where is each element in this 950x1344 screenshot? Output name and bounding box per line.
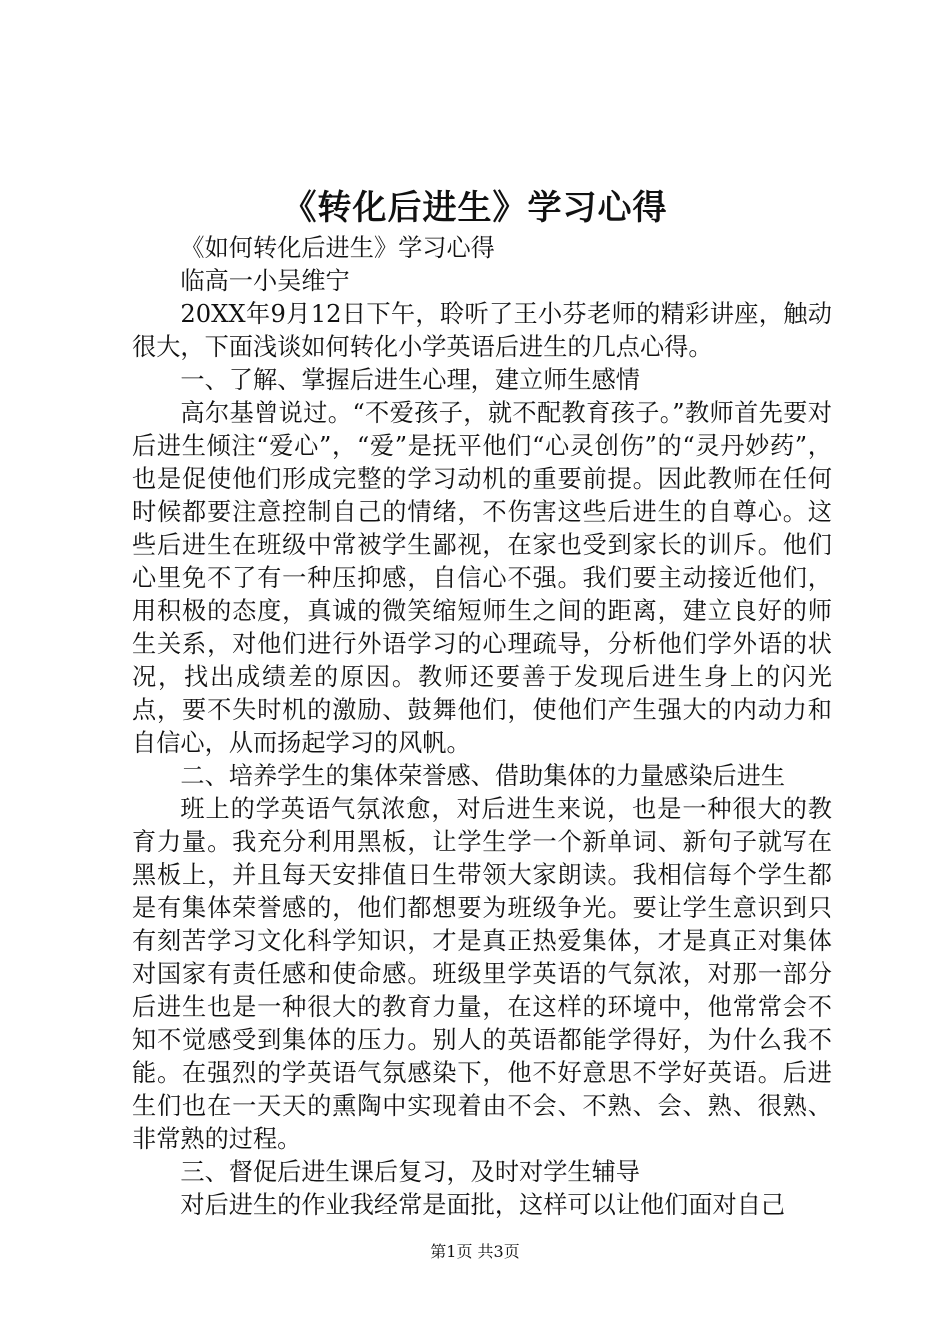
section-heading-2: 二、培养学生的集体荣誉感、借助集体的力量感染后进生: [180, 762, 786, 790]
author-line: 临高一小吴维宁: [180, 267, 350, 295]
section-paragraph-3: 对后进生的作业我经常是面批，这样可以让他们面对自己: [180, 1191, 786, 1219]
section-paragraph-1: 高尔基曾说过。“不爱孩子，就不配教育孩子。”教师首先要对后进生倾注“爱心”，“爱”是抚平他们“心灵创伤”的“灵丹妙药”，也是促使他们形成完整的学习动机的重要前提。因此教师在任何时候都要注意控制自己的情绪，不伤害这些后进生的自尊心。这些后进生在班级中常被学生鄙视，在家也受到家长的训斥。他们心里免不了有一种压抑感，自信心不强。我们要主动接近他们，用积极的态度，真诚的微笑缩短师生之间的距离，建立良好的师生关系，对他们进行外语学习的心理疏导，分析他们学外语的状况，找出成绩差的原因。教师还要善于发现后进生身上的闪光点，要不失时机的激励、鼓舞他们，使他们产生强大的内动力和自信心，从而扬起学习的风帆。: [132, 399, 832, 757]
document-body: [132, 232, 832, 1222]
section-heading-3: 三、督促后进生课后复习，及时对学生辅导: [180, 1158, 640, 1186]
intro-paragraph: 20XX年9月12日下午，聆听了王小芬老师的精彩讲座，触动很大，下面浅谈如何转化小学英语后进生的几点心得。: [132, 300, 832, 361]
document-title: 《转化后进生》学习心得: [282, 188, 668, 228]
section-paragraph-2: 班上的学英语气氛浓愈，对后进生来说，也是一种很大的教育力量。我充分利用黑板，让学生学一个新单词、新句子就写在黑板上，并且每天安排值日生带领大家朗读。我相信每个学生都是有集体荣誉感的，他们都想要为班级争光。要让学生意识到只有刻苦学习文化科学知识，才是真正热爱集体，才是真正对集体对国家有责任感和使命感。班级里学英语的气氛浓，对那一部分后进生也是一种很大的教育力量，在这样的环境中，他常常会不知不觉感受到集体的压力。别人的英语都能学得好，为什么我不能。在强烈的学英语气氛感染下，他不好意思不学好英语。后进生们也在一天天的熏陶中实现着由不会、不熟、会、熟、很熟、非常熟的过程。: [132, 795, 832, 1153]
page-number: 第1页 共3页: [430, 1242, 520, 1261]
section-heading-1: 一、了解、掌握后进生心理，建立师生感情: [180, 366, 640, 394]
subtitle: 《如何转化后进生》学习心得: [180, 234, 495, 262]
